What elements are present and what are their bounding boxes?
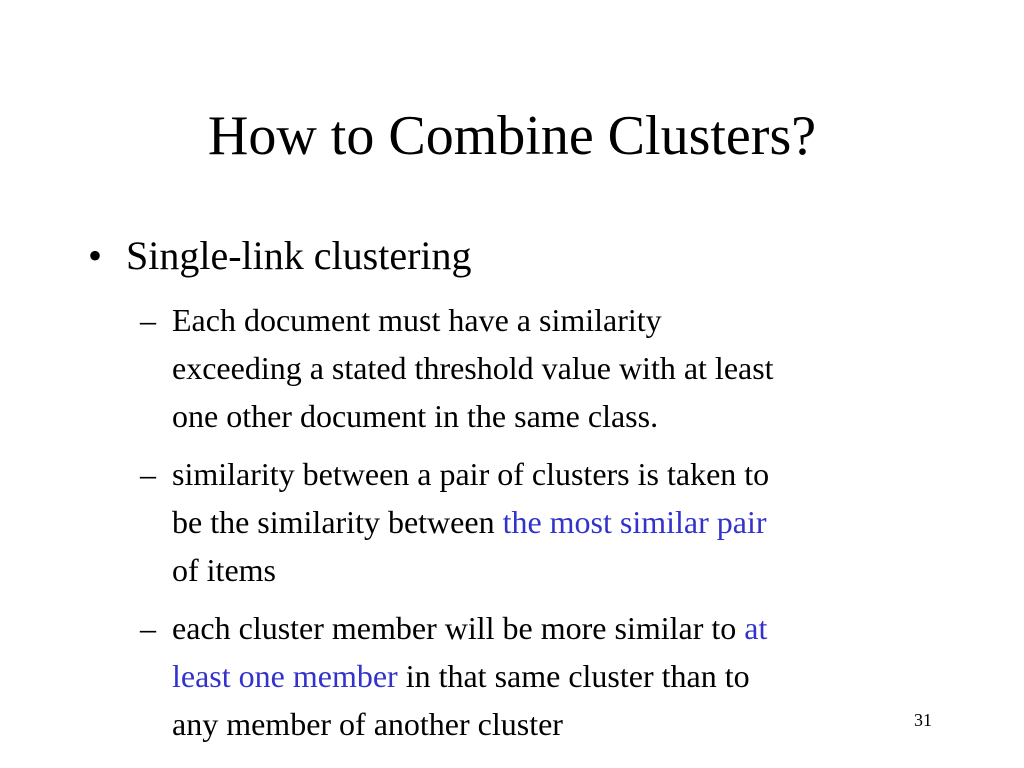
sub-bullet-line: [172, 498, 930, 546]
sub-bullet-line: [172, 604, 930, 652]
sub-bullet-list: [140, 296, 930, 758]
plain-text: in that same cluster than to: [397, 658, 750, 694]
plain-text: be the similarity between: [172, 504, 503, 540]
highlighted-text: at: [744, 610, 768, 646]
dash-marker: –: [140, 610, 156, 646]
sub-bullet-line: exceeding a stated threshold value with at least: [172, 350, 774, 386]
plain-text: each cluster member will be more similar to: [172, 610, 745, 646]
sub-bullet-item: [140, 604, 930, 748]
sub-bullet-item: [140, 450, 930, 594]
highlighted-text: the most similar pair: [502, 504, 767, 540]
sub-bullet-line: of items: [172, 552, 276, 588]
sub-bullet-line: similarity between a pair of clusters is taken to: [172, 456, 770, 492]
dash-marker: –: [140, 456, 156, 492]
sub-bullet-line: Each document must have a similarity: [172, 302, 662, 338]
dash-marker: –: [140, 302, 156, 338]
bullet-text: Single-link clustering: [126, 233, 472, 278]
sub-bullet-line: any member of another cluster: [172, 706, 563, 742]
bullet-marker: •: [88, 233, 103, 278]
sub-bullet-line: [172, 652, 930, 700]
slide-title: How to Combine Clusters?: [207, 105, 817, 167]
slide-number: 31: [914, 710, 932, 730]
sub-bullet-line: one other document in the same class.: [172, 398, 659, 434]
highlighted-text: least one member: [172, 658, 398, 694]
sub-bullet-item: [140, 296, 930, 440]
